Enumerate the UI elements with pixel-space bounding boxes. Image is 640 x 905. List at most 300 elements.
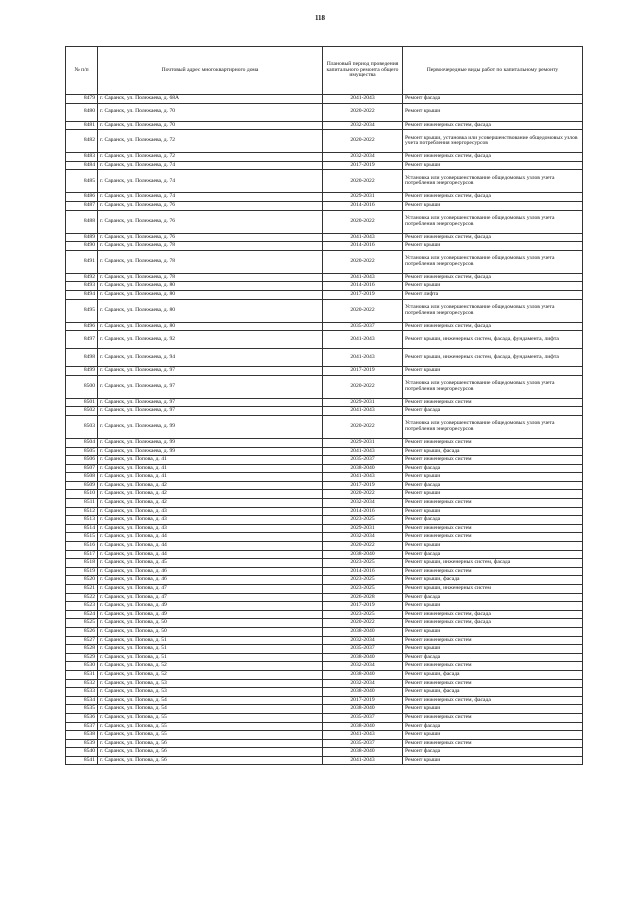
row-period: 2020-2022 <box>323 542 403 551</box>
row-number: 8481 <box>66 121 98 130</box>
row-address: г. Саранск, ул. Попова, д. 43 <box>98 507 323 516</box>
row-period: 2041-2043 <box>323 731 403 740</box>
row-period: 2020-2022 <box>323 170 403 193</box>
row-period: 2032-2034 <box>323 153 403 162</box>
row-period: 2023-2025 <box>323 585 403 594</box>
row-address: г. Саранск, ул. Полежаева, д. 78 <box>98 273 323 282</box>
row-address: г. Саранск, ул. Попова, д. 50 <box>98 619 323 628</box>
row-number: 8500 <box>66 375 98 398</box>
row-number: 8517 <box>66 550 98 559</box>
row-address: г. Саранск, ул. Попова, д. 44 <box>98 550 323 559</box>
row-number: 8538 <box>66 731 98 740</box>
row-works: Ремонт крыши <box>403 103 583 121</box>
row-period: 2017-2019 <box>323 481 403 490</box>
row-period: 2035-2037 <box>323 713 403 722</box>
row-works: Ремонт крыши, фасада <box>403 670 583 679</box>
table-row <box>66 398 583 407</box>
table-row <box>66 670 583 679</box>
row-number: 8494 <box>66 290 98 299</box>
row-works: Ремонт крыши <box>403 627 583 636</box>
row-address: г. Саранск, ул. Попова, д. 42 <box>98 481 323 490</box>
table-row <box>66 550 583 559</box>
row-works: Ремонт крыши, инженерных систем, фасада, фундамента, лифта <box>403 349 583 367</box>
row-period: 2014-2016 <box>323 201 403 210</box>
row-address: г. Саранск, ул. Полежаева, д. 99 <box>98 415 323 438</box>
table-row <box>66 602 583 611</box>
row-number: 8510 <box>66 490 98 499</box>
row-number: 8492 <box>66 273 98 282</box>
row-number: 8490 <box>66 242 98 251</box>
table-row <box>66 722 583 731</box>
row-address: г. Саранск, ул. Полежаева, д. 76 <box>98 233 323 242</box>
row-number: 8480 <box>66 103 98 121</box>
row-works: Ремонт крыши <box>403 507 583 516</box>
row-address: г. Саранск, ул. Попова, д. 45 <box>98 559 323 568</box>
row-address: г. Саранск, ул. Попова, д. 41 <box>98 464 323 473</box>
row-number: 8541 <box>66 756 98 765</box>
row-period: 2020-2022 <box>323 210 403 233</box>
table-row <box>66 473 583 482</box>
row-number: 8530 <box>66 662 98 671</box>
row-period: 2041-2043 <box>323 273 403 282</box>
row-number: 8499 <box>66 367 98 376</box>
row-address: г. Саранск, ул. Полежаева, д. 94 <box>98 349 323 367</box>
row-period: 2032-2034 <box>323 636 403 645</box>
row-works: Ремонт инженерных систем, фасада <box>403 610 583 619</box>
row-works: Ремонт фасада <box>403 481 583 490</box>
table-row <box>66 679 583 688</box>
row-address: г. Саранск, ул. Полежаева, д. 92 <box>98 331 323 349</box>
row-address: г. Саранск, ул. Попова, д. 51 <box>98 636 323 645</box>
row-period: 2038-2040 <box>323 705 403 714</box>
row-works: Ремонт инженерных систем, фасада <box>403 121 583 130</box>
row-address: г. Саранск, ул. Попова, д. 42 <box>98 490 323 499</box>
row-number: 8488 <box>66 210 98 233</box>
table-row <box>66 233 583 242</box>
table-row <box>66 375 583 398</box>
row-address: г. Саранск, ул. Полежаева, д. 80 <box>98 299 323 322</box>
table-row <box>66 524 583 533</box>
row-period: 2038-2040 <box>323 627 403 636</box>
row-works: Ремонт крыши <box>403 490 583 499</box>
table-row <box>66 490 583 499</box>
table-row <box>66 95 583 104</box>
row-number: 8509 <box>66 481 98 490</box>
row-period: 2026-2028 <box>323 593 403 602</box>
table-row <box>66 415 583 438</box>
row-period: 2041-2043 <box>323 331 403 349</box>
row-address: г. Саранск, ул. Попова, д. 42 <box>98 499 323 508</box>
row-address: г. Саранск, ул. Полежаева, д. 78 <box>98 250 323 273</box>
row-number: 8501 <box>66 398 98 407</box>
row-number: 8528 <box>66 645 98 654</box>
row-works: Ремонт фасада <box>403 516 583 525</box>
table-row <box>66 201 583 210</box>
row-works: Ремонт инженерных систем, фасада <box>403 273 583 282</box>
row-works: Ремонт инженерных систем <box>403 739 583 748</box>
table-row <box>66 481 583 490</box>
table-row <box>66 585 583 594</box>
row-works: Ремонт фасада <box>403 593 583 602</box>
row-works: Установка или усовершенствование общедомовых узлов учета потребления энергоресурсов <box>403 210 583 233</box>
row-period: 2020-2022 <box>323 250 403 273</box>
table-row <box>66 653 583 662</box>
row-works: Ремонт инженерных систем <box>403 499 583 508</box>
row-number: 8519 <box>66 567 98 576</box>
row-works: Установка или усовершенствование общедомовых узлов учета потребления энергоресурсов <box>403 170 583 193</box>
row-works: Ремонт фасада <box>403 464 583 473</box>
row-period: 2029-2031 <box>323 438 403 447</box>
row-number: 8531 <box>66 670 98 679</box>
row-number: 8527 <box>66 636 98 645</box>
table-row <box>66 516 583 525</box>
row-number: 8498 <box>66 349 98 367</box>
row-period: 2038-2040 <box>323 748 403 757</box>
row-works: Ремонт крыши, инженерных систем <box>403 585 583 594</box>
table-row <box>66 407 583 416</box>
row-address: г. Саранск, ул. Попова, д. 53 <box>98 688 323 697</box>
row-address: г. Саранск, ул. Попова, д. 51 <box>98 653 323 662</box>
row-number: 8535 <box>66 705 98 714</box>
row-period: 2032-2034 <box>323 533 403 542</box>
row-period: 2023-2025 <box>323 576 403 585</box>
row-address: г. Саранск, ул. Полежаева, д. 68А <box>98 95 323 104</box>
row-works: Ремонт крыши <box>403 756 583 765</box>
row-works: Ремонт инженерных систем <box>403 398 583 407</box>
header-period: Плановый период проведения капитального ремонта общего имущества <box>323 47 403 95</box>
table-row <box>66 349 583 367</box>
row-number: 8539 <box>66 739 98 748</box>
table-row <box>66 696 583 705</box>
row-number: 8536 <box>66 713 98 722</box>
row-period: 2014-2016 <box>323 567 403 576</box>
row-number: 8491 <box>66 250 98 273</box>
row-period: 2041-2043 <box>323 407 403 416</box>
table-row <box>66 161 583 170</box>
table-row <box>66 464 583 473</box>
row-number: 8529 <box>66 653 98 662</box>
row-period: 2017-2019 <box>323 367 403 376</box>
row-period: 2038-2040 <box>323 653 403 662</box>
row-address: г. Саранск, ул. Полежаева, д. 74 <box>98 161 323 170</box>
row-works: Ремонт инженерных систем <box>403 679 583 688</box>
row-works: Ремонт инженерных систем <box>403 533 583 542</box>
table-row <box>66 610 583 619</box>
row-period: 2020-2022 <box>323 619 403 628</box>
table-row <box>66 756 583 765</box>
row-address: г. Саранск, ул. Попова, д. 49 <box>98 602 323 611</box>
row-period: 2038-2040 <box>323 722 403 731</box>
row-works: Ремонт фасада <box>403 407 583 416</box>
row-period: 2035-2037 <box>323 645 403 654</box>
row-address: г. Саранск, ул. Полежаева, д. 97 <box>98 375 323 398</box>
row-address: г. Саранск, ул. Попова, д. 54 <box>98 696 323 705</box>
row-period: 2041-2043 <box>323 349 403 367</box>
row-address: г. Саранск, ул. Полежаева, д. 70 <box>98 121 323 130</box>
row-address: г. Саранск, ул. Полежаева, д. 72 <box>98 130 323 153</box>
row-number: 8495 <box>66 299 98 322</box>
row-address: г. Саранск, ул. Полежаева, д. 80 <box>98 322 323 331</box>
row-period: 2020-2022 <box>323 103 403 121</box>
table-row <box>66 748 583 757</box>
row-works: Ремонт инженерных систем <box>403 636 583 645</box>
table-row <box>66 731 583 740</box>
row-period: 2029-2031 <box>323 524 403 533</box>
row-address: г. Саранск, ул. Попова, д. 52 <box>98 670 323 679</box>
row-period: 2035-2037 <box>323 739 403 748</box>
row-works: Установка или усовершенствование общедомовых узлов учета потребления энергоресурсов <box>403 299 583 322</box>
row-address: г. Саранск, ул. Попова, д. 47 <box>98 585 323 594</box>
row-period: 2032-2034 <box>323 679 403 688</box>
row-number: 8524 <box>66 610 98 619</box>
table-row <box>66 533 583 542</box>
row-works: Ремонт инженерных систем <box>403 713 583 722</box>
table-body <box>66 95 583 765</box>
row-works: Ремонт крыши, установка или усовершенствование общедомовых узлов учета потребления энергоресурсов <box>403 130 583 153</box>
row-works: Ремонт крыши <box>403 645 583 654</box>
row-number: 8534 <box>66 696 98 705</box>
table-row <box>66 242 583 251</box>
row-works: Ремонт инженерных систем <box>403 524 583 533</box>
table-row <box>66 645 583 654</box>
page-number: 118 <box>314 14 326 22</box>
row-number: 8522 <box>66 593 98 602</box>
row-period: 2014-2016 <box>323 507 403 516</box>
table-row <box>66 739 583 748</box>
row-number: 8505 <box>66 447 98 456</box>
row-works: Установка или усовершенствование общедомовых узлов учета потребления энергоресурсов <box>403 375 583 398</box>
table-row <box>66 103 583 121</box>
row-address: г. Саранск, ул. Попова, д. 51 <box>98 645 323 654</box>
row-address: г. Саранск, ул. Полежаева, д. 99 <box>98 438 323 447</box>
row-period: 2017-2019 <box>323 696 403 705</box>
row-works: Ремонт инженерных систем, фасада <box>403 619 583 628</box>
table-row <box>66 688 583 697</box>
row-address: г. Саранск, ул. Попова, д. 44 <box>98 542 323 551</box>
row-period: 2035-2037 <box>323 322 403 331</box>
row-works: Ремонт крыши <box>403 705 583 714</box>
row-number: 8497 <box>66 331 98 349</box>
row-period: 2032-2034 <box>323 499 403 508</box>
table-row <box>66 447 583 456</box>
row-address: г. Саранск, ул. Попова, д. 43 <box>98 516 323 525</box>
row-period: 2017-2019 <box>323 602 403 611</box>
row-period: 2041-2043 <box>323 447 403 456</box>
row-number: 8493 <box>66 282 98 291</box>
row-number: 8511 <box>66 499 98 508</box>
table-row <box>66 282 583 291</box>
row-number: 8502 <box>66 407 98 416</box>
row-works: Ремонт инженерных систем, фасада <box>403 322 583 331</box>
row-period: 2020-2022 <box>323 299 403 322</box>
row-address: г. Саранск, ул. Полежаева, д. 80 <box>98 282 323 291</box>
row-address: г. Саранск, ул. Полежаева, д. 74 <box>98 193 323 202</box>
row-period: 2038-2040 <box>323 670 403 679</box>
table-row <box>66 210 583 233</box>
row-address: г. Саранск, ул. Полежаева, д. 80 <box>98 290 323 299</box>
row-number: 8486 <box>66 193 98 202</box>
table-row <box>66 130 583 153</box>
table-row <box>66 567 583 576</box>
table-row <box>66 559 583 568</box>
row-number: 8507 <box>66 464 98 473</box>
row-number: 8508 <box>66 473 98 482</box>
table-row <box>66 542 583 551</box>
row-address: г. Саранск, ул. Попова, д. 41 <box>98 456 323 465</box>
row-address: г. Саранск, ул. Попова, д. 50 <box>98 627 323 636</box>
row-number: 8518 <box>66 559 98 568</box>
row-period: 2032-2034 <box>323 121 403 130</box>
table-row <box>66 705 583 714</box>
row-works: Установка или усовершенствование общедомовых узлов учета потребления энергоресурсов <box>403 415 583 438</box>
table-row <box>66 322 583 331</box>
table-row <box>66 438 583 447</box>
row-works: Ремонт крыши, фасада <box>403 447 583 456</box>
row-address: г. Саранск, ул. Попова, д. 53 <box>98 679 323 688</box>
table-row <box>66 367 583 376</box>
row-works: Ремонт крыши, фасада <box>403 688 583 697</box>
table-header <box>66 47 583 95</box>
row-period: 2041-2043 <box>323 233 403 242</box>
table-row <box>66 121 583 130</box>
row-works: Ремонт крыши <box>403 542 583 551</box>
header-address: Почтовый адрес многоквартирного дома <box>98 47 323 95</box>
row-address: г. Саранск, ул. Попова, д. 47 <box>98 593 323 602</box>
row-period: 2038-2040 <box>323 550 403 559</box>
table-row <box>66 627 583 636</box>
row-works: Ремонт крыши <box>403 473 583 482</box>
row-address: г. Саранск, ул. Попова, д. 43 <box>98 524 323 533</box>
row-works: Ремонт крыши <box>403 242 583 251</box>
table-row <box>66 193 583 202</box>
table-row <box>66 273 583 282</box>
row-number: 8525 <box>66 619 98 628</box>
row-works: Ремонт крыши <box>403 282 583 291</box>
row-period: 2029-2031 <box>323 398 403 407</box>
row-period: 2023-2025 <box>323 610 403 619</box>
row-number: 8516 <box>66 542 98 551</box>
row-works: Ремонт крыши <box>403 367 583 376</box>
row-number: 8520 <box>66 576 98 585</box>
table-row <box>66 456 583 465</box>
table-row <box>66 290 583 299</box>
row-period: 2014-2016 <box>323 242 403 251</box>
row-address: г. Саранск, ул. Полежаева, д. 97 <box>98 407 323 416</box>
row-works: Ремонт крыши, фасада <box>403 576 583 585</box>
row-address: г. Саранск, ул. Попова, д. 56 <box>98 756 323 765</box>
row-number: 8515 <box>66 533 98 542</box>
table-row <box>66 619 583 628</box>
row-address: г. Саранск, ул. Попова, д. 54 <box>98 705 323 714</box>
row-address: г. Саранск, ул. Полежаева, д. 70 <box>98 103 323 121</box>
table-row <box>66 593 583 602</box>
row-address: г. Саранск, ул. Попова, д. 46 <box>98 567 323 576</box>
table-row <box>66 662 583 671</box>
row-number: 8479 <box>66 95 98 104</box>
row-period: 2035-2037 <box>323 456 403 465</box>
row-number: 8504 <box>66 438 98 447</box>
row-works: Ремонт инженерных систем, фасада <box>403 233 583 242</box>
row-address: г. Саранск, ул. Полежаева, д. 74 <box>98 170 323 193</box>
row-number: 8512 <box>66 507 98 516</box>
row-period: 2023-2025 <box>323 559 403 568</box>
row-works: Ремонт фасада <box>403 722 583 731</box>
table-row <box>66 331 583 349</box>
row-period: 2041-2043 <box>323 95 403 104</box>
row-address: г. Саранск, ул. Попова, д. 55 <box>98 731 323 740</box>
row-period: 2020-2022 <box>323 490 403 499</box>
row-period: 2020-2022 <box>323 375 403 398</box>
table-row <box>66 507 583 516</box>
row-number: 8489 <box>66 233 98 242</box>
row-address: г. Саранск, ул. Попова, д. 52 <box>98 662 323 671</box>
table-row <box>66 636 583 645</box>
row-works: Ремонт фасада <box>403 653 583 662</box>
row-period: 2038-2040 <box>323 464 403 473</box>
repair-schedule-table <box>65 46 583 765</box>
row-number: 8532 <box>66 679 98 688</box>
row-address: г. Саранск, ул. Полежаева, д. 78 <box>98 242 323 251</box>
row-works: Ремонт фасада <box>403 550 583 559</box>
row-number: 8482 <box>66 130 98 153</box>
row-address: г. Саранск, ул. Попова, д. 56 <box>98 748 323 757</box>
table-row <box>66 250 583 273</box>
row-address: г. Саранск, ул. Полежаева, д. 72 <box>98 153 323 162</box>
row-number: 8506 <box>66 456 98 465</box>
table-row <box>66 170 583 193</box>
row-works: Ремонт крыши <box>403 731 583 740</box>
row-period: 2029-2031 <box>323 193 403 202</box>
row-works: Ремонт крыши, инженерных систем, фасада, фундамента, лифта <box>403 331 583 349</box>
row-works: Ремонт инженерных систем, фасада <box>403 193 583 202</box>
row-works: Ремонт инженерных систем <box>403 456 583 465</box>
row-number: 8496 <box>66 322 98 331</box>
row-number: 8514 <box>66 524 98 533</box>
row-works: Ремонт лифта <box>403 290 583 299</box>
table-row <box>66 299 583 322</box>
row-number: 8540 <box>66 748 98 757</box>
row-number: 8485 <box>66 170 98 193</box>
row-works: Ремонт инженерных систем <box>403 662 583 671</box>
row-period: 2041-2043 <box>323 473 403 482</box>
row-number: 8513 <box>66 516 98 525</box>
row-period: 2017-2019 <box>323 290 403 299</box>
row-address: г. Саранск, ул. Полежаева, д. 76 <box>98 210 323 233</box>
row-address: г. Саранск, ул. Полежаева, д. 99 <box>98 447 323 456</box>
row-period: 2017-2019 <box>323 161 403 170</box>
row-address: г. Саранск, ул. Полежаева, д. 97 <box>98 398 323 407</box>
row-works: Ремонт крыши, инженерных систем, фасада <box>403 559 583 568</box>
row-address: г. Саранск, ул. Попова, д. 55 <box>98 722 323 731</box>
row-address: г. Саранск, ул. Попова, д. 46 <box>98 576 323 585</box>
row-works: Ремонт инженерных систем <box>403 567 583 576</box>
row-works: Ремонт крыши <box>403 201 583 210</box>
row-works: Ремонт фасада <box>403 748 583 757</box>
row-period: 2038-2040 <box>323 688 403 697</box>
row-works: Ремонт крыши <box>403 602 583 611</box>
row-number: 8483 <box>66 153 98 162</box>
row-number: 8484 <box>66 161 98 170</box>
row-works: Ремонт фасада <box>403 95 583 104</box>
row-number: 8503 <box>66 415 98 438</box>
row-number: 8533 <box>66 688 98 697</box>
row-period: 2020-2022 <box>323 130 403 153</box>
table-row <box>66 576 583 585</box>
row-address: г. Саранск, ул. Полежаева, д. 76 <box>98 201 323 210</box>
table-row <box>66 499 583 508</box>
row-period: 2020-2022 <box>323 415 403 438</box>
row-works: Установка или усовершенствование общедомовых узлов учета потребления энергоресурсов <box>403 250 583 273</box>
